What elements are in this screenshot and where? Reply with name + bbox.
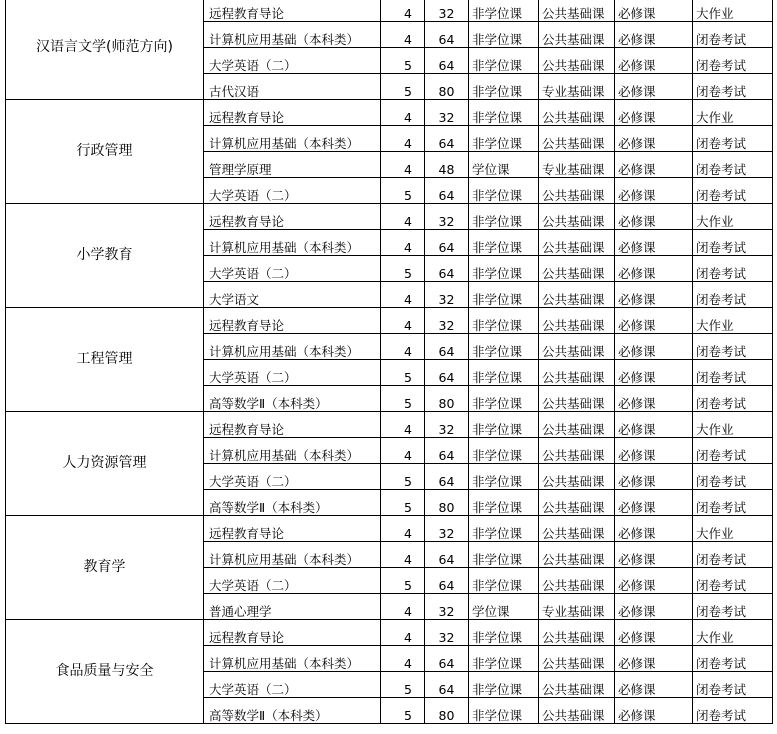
assessment-cell: 闭卷考试 — [693, 126, 773, 152]
credit-cell: 4 — [381, 542, 425, 568]
category-cell: 公共基础课 — [539, 490, 615, 516]
assessment-cell: 闭卷考试 — [693, 152, 773, 178]
assessment-cell: 闭卷考试 — [693, 568, 773, 594]
hours-cell: 64 — [425, 438, 469, 464]
category-cell: 公共基础课 — [539, 698, 615, 724]
assessment-cell: 大作业 — [693, 516, 773, 542]
hours-cell: 32 — [425, 100, 469, 126]
degree-type-cell: 非学位课 — [469, 48, 539, 74]
credit-cell: 4 — [381, 646, 425, 672]
table-body — [6, 0, 773, 724]
course-name-cell: 普通心理学 — [204, 594, 381, 620]
course-name-cell: 远程教育导论 — [204, 412, 381, 438]
category-cell: 公共基础课 — [539, 100, 615, 126]
table-row — [6, 204, 773, 230]
hours-cell: 32 — [425, 308, 469, 334]
hours-cell: 32 — [425, 620, 469, 646]
category-cell: 公共基础课 — [539, 412, 615, 438]
credit-cell: 4 — [381, 100, 425, 126]
hours-cell: 32 — [425, 412, 469, 438]
hours-cell: 64 — [425, 568, 469, 594]
degree-type-cell: 非学位课 — [469, 646, 539, 672]
category-cell: 公共基础课 — [539, 126, 615, 152]
requirement-cell: 必修课 — [615, 672, 693, 698]
degree-type-cell: 非学位课 — [469, 360, 539, 386]
requirement-cell: 必修课 — [615, 230, 693, 256]
assessment-cell: 闭卷考试 — [693, 282, 773, 308]
assessment-cell: 闭卷考试 — [693, 464, 773, 490]
credit-cell: 4 — [381, 126, 425, 152]
table-row — [6, 412, 773, 438]
category-cell: 公共基础课 — [539, 204, 615, 230]
course-name-cell: 远程教育导论 — [204, 620, 381, 646]
credit-cell: 4 — [381, 334, 425, 360]
assessment-cell: 闭卷考试 — [693, 646, 773, 672]
requirement-cell: 必修课 — [615, 698, 693, 724]
credit-cell: 4 — [381, 282, 425, 308]
requirement-cell: 必修课 — [615, 568, 693, 594]
hours-cell: 32 — [425, 594, 469, 620]
degree-type-cell: 非学位课 — [469, 0, 539, 22]
requirement-cell: 必修课 — [615, 152, 693, 178]
course-name-cell: 远程教育导论 — [204, 100, 381, 126]
category-cell: 公共基础课 — [539, 334, 615, 360]
hours-cell: 64 — [425, 22, 469, 48]
assessment-cell: 闭卷考试 — [693, 490, 773, 516]
credit-cell: 4 — [381, 204, 425, 230]
course-name-cell: 远程教育导论 — [204, 308, 381, 334]
requirement-cell: 必修课 — [615, 464, 693, 490]
assessment-cell: 大作业 — [693, 0, 773, 22]
category-cell: 公共基础课 — [539, 230, 615, 256]
course-name-cell: 远程教育导论 — [204, 516, 381, 542]
assessment-cell: 闭卷考试 — [693, 698, 773, 724]
hours-cell: 64 — [425, 178, 469, 204]
table-row — [6, 620, 773, 646]
course-name-cell: 大学英语（二） — [204, 360, 381, 386]
degree-type-cell: 非学位课 — [469, 126, 539, 152]
assessment-cell: 闭卷考试 — [693, 22, 773, 48]
assessment-cell: 闭卷考试 — [693, 48, 773, 74]
assessment-cell: 闭卷考试 — [693, 334, 773, 360]
requirement-cell: 必修课 — [615, 74, 693, 100]
category-cell: 公共基础课 — [539, 568, 615, 594]
assessment-cell: 大作业 — [693, 620, 773, 646]
category-cell: 公共基础课 — [539, 0, 615, 22]
credit-cell: 5 — [381, 48, 425, 74]
requirement-cell: 必修课 — [615, 0, 693, 22]
credit-cell: 5 — [381, 74, 425, 100]
degree-type-cell: 非学位课 — [469, 464, 539, 490]
course-name-cell: 大学英语（二） — [204, 464, 381, 490]
assessment-cell: 闭卷考试 — [693, 230, 773, 256]
category-cell: 公共基础课 — [539, 48, 615, 74]
course-name-cell: 远程教育导论 — [204, 204, 381, 230]
degree-type-cell: 非学位课 — [469, 100, 539, 126]
category-cell: 公共基础课 — [539, 308, 615, 334]
table-row — [6, 0, 773, 22]
credit-cell: 4 — [381, 516, 425, 542]
degree-type-cell: 非学位课 — [469, 438, 539, 464]
credit-cell: 5 — [381, 490, 425, 516]
category-cell: 公共基础课 — [539, 542, 615, 568]
requirement-cell: 必修课 — [615, 620, 693, 646]
course-name-cell: 计算机应用基础（本科类） — [204, 646, 381, 672]
requirement-cell: 必修课 — [615, 542, 693, 568]
category-cell: 公共基础课 — [539, 22, 615, 48]
requirement-cell: 必修课 — [615, 438, 693, 464]
hours-cell: 32 — [425, 204, 469, 230]
major-name-cell: 人力资源管理 — [6, 412, 204, 516]
credit-cell: 4 — [381, 620, 425, 646]
major-name-cell: 工程管理 — [6, 308, 204, 412]
degree-type-cell: 非学位课 — [469, 204, 539, 230]
degree-type-cell: 非学位课 — [469, 412, 539, 438]
course-name-cell: 大学英语（二） — [204, 256, 381, 282]
major-name-cell: 小学教育 — [6, 204, 204, 308]
major-name-cell: 教育学 — [6, 516, 204, 620]
hours-cell: 32 — [425, 282, 469, 308]
major-name-cell: 食品质量与安全 — [6, 620, 204, 724]
course-name-cell: 计算机应用基础（本科类） — [204, 542, 381, 568]
degree-type-cell: 非学位课 — [469, 74, 539, 100]
degree-type-cell: 非学位课 — [469, 230, 539, 256]
requirement-cell: 必修课 — [615, 282, 693, 308]
category-cell: 公共基础课 — [539, 386, 615, 412]
category-cell: 公共基础课 — [539, 464, 615, 490]
degree-type-cell: 非学位课 — [469, 490, 539, 516]
hours-cell: 32 — [425, 0, 469, 22]
assessment-cell: 大作业 — [693, 308, 773, 334]
course-name-cell: 大学语文 — [204, 282, 381, 308]
requirement-cell: 必修课 — [615, 100, 693, 126]
assessment-cell: 大作业 — [693, 204, 773, 230]
degree-type-cell: 非学位课 — [469, 698, 539, 724]
assessment-cell: 闭卷考试 — [693, 178, 773, 204]
requirement-cell: 必修课 — [615, 126, 693, 152]
category-cell: 公共基础课 — [539, 620, 615, 646]
hours-cell: 64 — [425, 334, 469, 360]
credit-cell: 5 — [381, 178, 425, 204]
course-name-cell: 高等数学Ⅱ（本科类） — [204, 698, 381, 724]
hours-cell: 64 — [425, 48, 469, 74]
credit-cell: 4 — [381, 438, 425, 464]
credit-cell: 5 — [381, 698, 425, 724]
course-name-cell: 大学英语（二） — [204, 672, 381, 698]
credit-cell: 5 — [381, 386, 425, 412]
credit-cell: 5 — [381, 360, 425, 386]
hours-cell: 64 — [425, 464, 469, 490]
degree-type-cell: 非学位课 — [469, 308, 539, 334]
course-name-cell: 计算机应用基础（本科类） — [204, 438, 381, 464]
credit-cell: 4 — [381, 152, 425, 178]
credit-cell: 4 — [381, 22, 425, 48]
requirement-cell: 必修课 — [615, 308, 693, 334]
course-name-cell: 高等数学Ⅱ（本科类） — [204, 386, 381, 412]
category-cell: 公共基础课 — [539, 646, 615, 672]
table-row — [6, 100, 773, 126]
assessment-cell: 闭卷考试 — [693, 594, 773, 620]
degree-type-cell: 非学位课 — [469, 22, 539, 48]
category-cell: 公共基础课 — [539, 672, 615, 698]
assessment-cell: 闭卷考试 — [693, 438, 773, 464]
course-schedule-table — [5, 0, 773, 724]
table-row — [6, 308, 773, 334]
requirement-cell: 必修课 — [615, 178, 693, 204]
requirement-cell: 必修课 — [615, 490, 693, 516]
category-cell: 专业基础课 — [539, 152, 615, 178]
assessment-cell: 闭卷考试 — [693, 386, 773, 412]
assessment-cell: 闭卷考试 — [693, 74, 773, 100]
assessment-cell: 闭卷考试 — [693, 256, 773, 282]
degree-type-cell: 非学位课 — [469, 672, 539, 698]
degree-type-cell: 非学位课 — [469, 178, 539, 204]
credit-cell: 5 — [381, 256, 425, 282]
hours-cell: 64 — [425, 646, 469, 672]
course-name-cell: 古代汉语 — [204, 74, 381, 100]
course-name-cell: 远程教育导论 — [204, 0, 381, 22]
hours-cell: 80 — [425, 386, 469, 412]
hours-cell: 80 — [425, 74, 469, 100]
assessment-cell: 大作业 — [693, 100, 773, 126]
category-cell: 公共基础课 — [539, 360, 615, 386]
category-cell: 公共基础课 — [539, 256, 615, 282]
requirement-cell: 必修课 — [615, 334, 693, 360]
requirement-cell: 必修课 — [615, 516, 693, 542]
credit-cell: 4 — [381, 308, 425, 334]
hours-cell: 64 — [425, 360, 469, 386]
requirement-cell: 必修课 — [615, 412, 693, 438]
requirement-cell: 必修课 — [615, 594, 693, 620]
credit-cell: 5 — [381, 464, 425, 490]
assessment-cell: 闭卷考试 — [693, 672, 773, 698]
category-cell: 公共基础课 — [539, 516, 615, 542]
credit-cell: 4 — [381, 230, 425, 256]
hours-cell: 32 — [425, 516, 469, 542]
course-name-cell: 大学英语（二） — [204, 48, 381, 74]
hours-cell: 48 — [425, 152, 469, 178]
degree-type-cell: 非学位课 — [469, 542, 539, 568]
requirement-cell: 必修课 — [615, 646, 693, 672]
category-cell: 公共基础课 — [539, 178, 615, 204]
course-name-cell: 管理学原理 — [204, 152, 381, 178]
hours-cell: 64 — [425, 230, 469, 256]
hours-cell: 64 — [425, 126, 469, 152]
major-name-cell: 汉语言文学(师范方向) — [6, 0, 204, 100]
degree-type-cell: 学位课 — [469, 594, 539, 620]
credit-cell: 4 — [381, 594, 425, 620]
hours-cell: 64 — [425, 672, 469, 698]
degree-type-cell: 非学位课 — [469, 620, 539, 646]
hours-cell: 64 — [425, 542, 469, 568]
degree-type-cell: 非学位课 — [469, 334, 539, 360]
category-cell: 公共基础课 — [539, 438, 615, 464]
category-cell: 专业基础课 — [539, 594, 615, 620]
assessment-cell: 闭卷考试 — [693, 360, 773, 386]
category-cell: 专业基础课 — [539, 74, 615, 100]
requirement-cell: 必修课 — [615, 386, 693, 412]
assessment-cell: 闭卷考试 — [693, 542, 773, 568]
category-cell: 公共基础课 — [539, 282, 615, 308]
requirement-cell: 必修课 — [615, 22, 693, 48]
table-row — [6, 516, 773, 542]
major-name-cell: 行政管理 — [6, 100, 204, 204]
hours-cell: 80 — [425, 698, 469, 724]
degree-type-cell: 非学位课 — [469, 386, 539, 412]
course-name-cell: 计算机应用基础（本科类） — [204, 22, 381, 48]
hours-cell: 64 — [425, 256, 469, 282]
course-name-cell: 计算机应用基础（本科类） — [204, 230, 381, 256]
course-name-cell: 大学英语（二） — [204, 178, 381, 204]
assessment-cell: 大作业 — [693, 412, 773, 438]
degree-type-cell: 非学位课 — [469, 256, 539, 282]
degree-type-cell: 学位课 — [469, 152, 539, 178]
credit-cell: 4 — [381, 412, 425, 438]
requirement-cell: 必修课 — [615, 360, 693, 386]
degree-type-cell: 非学位课 — [469, 516, 539, 542]
course-name-cell: 大学英语（二） — [204, 568, 381, 594]
credit-cell: 5 — [381, 568, 425, 594]
degree-type-cell: 非学位课 — [469, 282, 539, 308]
requirement-cell: 必修课 — [615, 256, 693, 282]
requirement-cell: 必修课 — [615, 48, 693, 74]
credit-cell: 5 — [381, 672, 425, 698]
requirement-cell: 必修课 — [615, 204, 693, 230]
degree-type-cell: 非学位课 — [469, 568, 539, 594]
course-name-cell: 计算机应用基础（本科类） — [204, 126, 381, 152]
course-name-cell: 计算机应用基础（本科类） — [204, 334, 381, 360]
course-name-cell: 高等数学Ⅱ（本科类） — [204, 490, 381, 516]
credit-cell: 4 — [381, 0, 425, 22]
hours-cell: 80 — [425, 490, 469, 516]
